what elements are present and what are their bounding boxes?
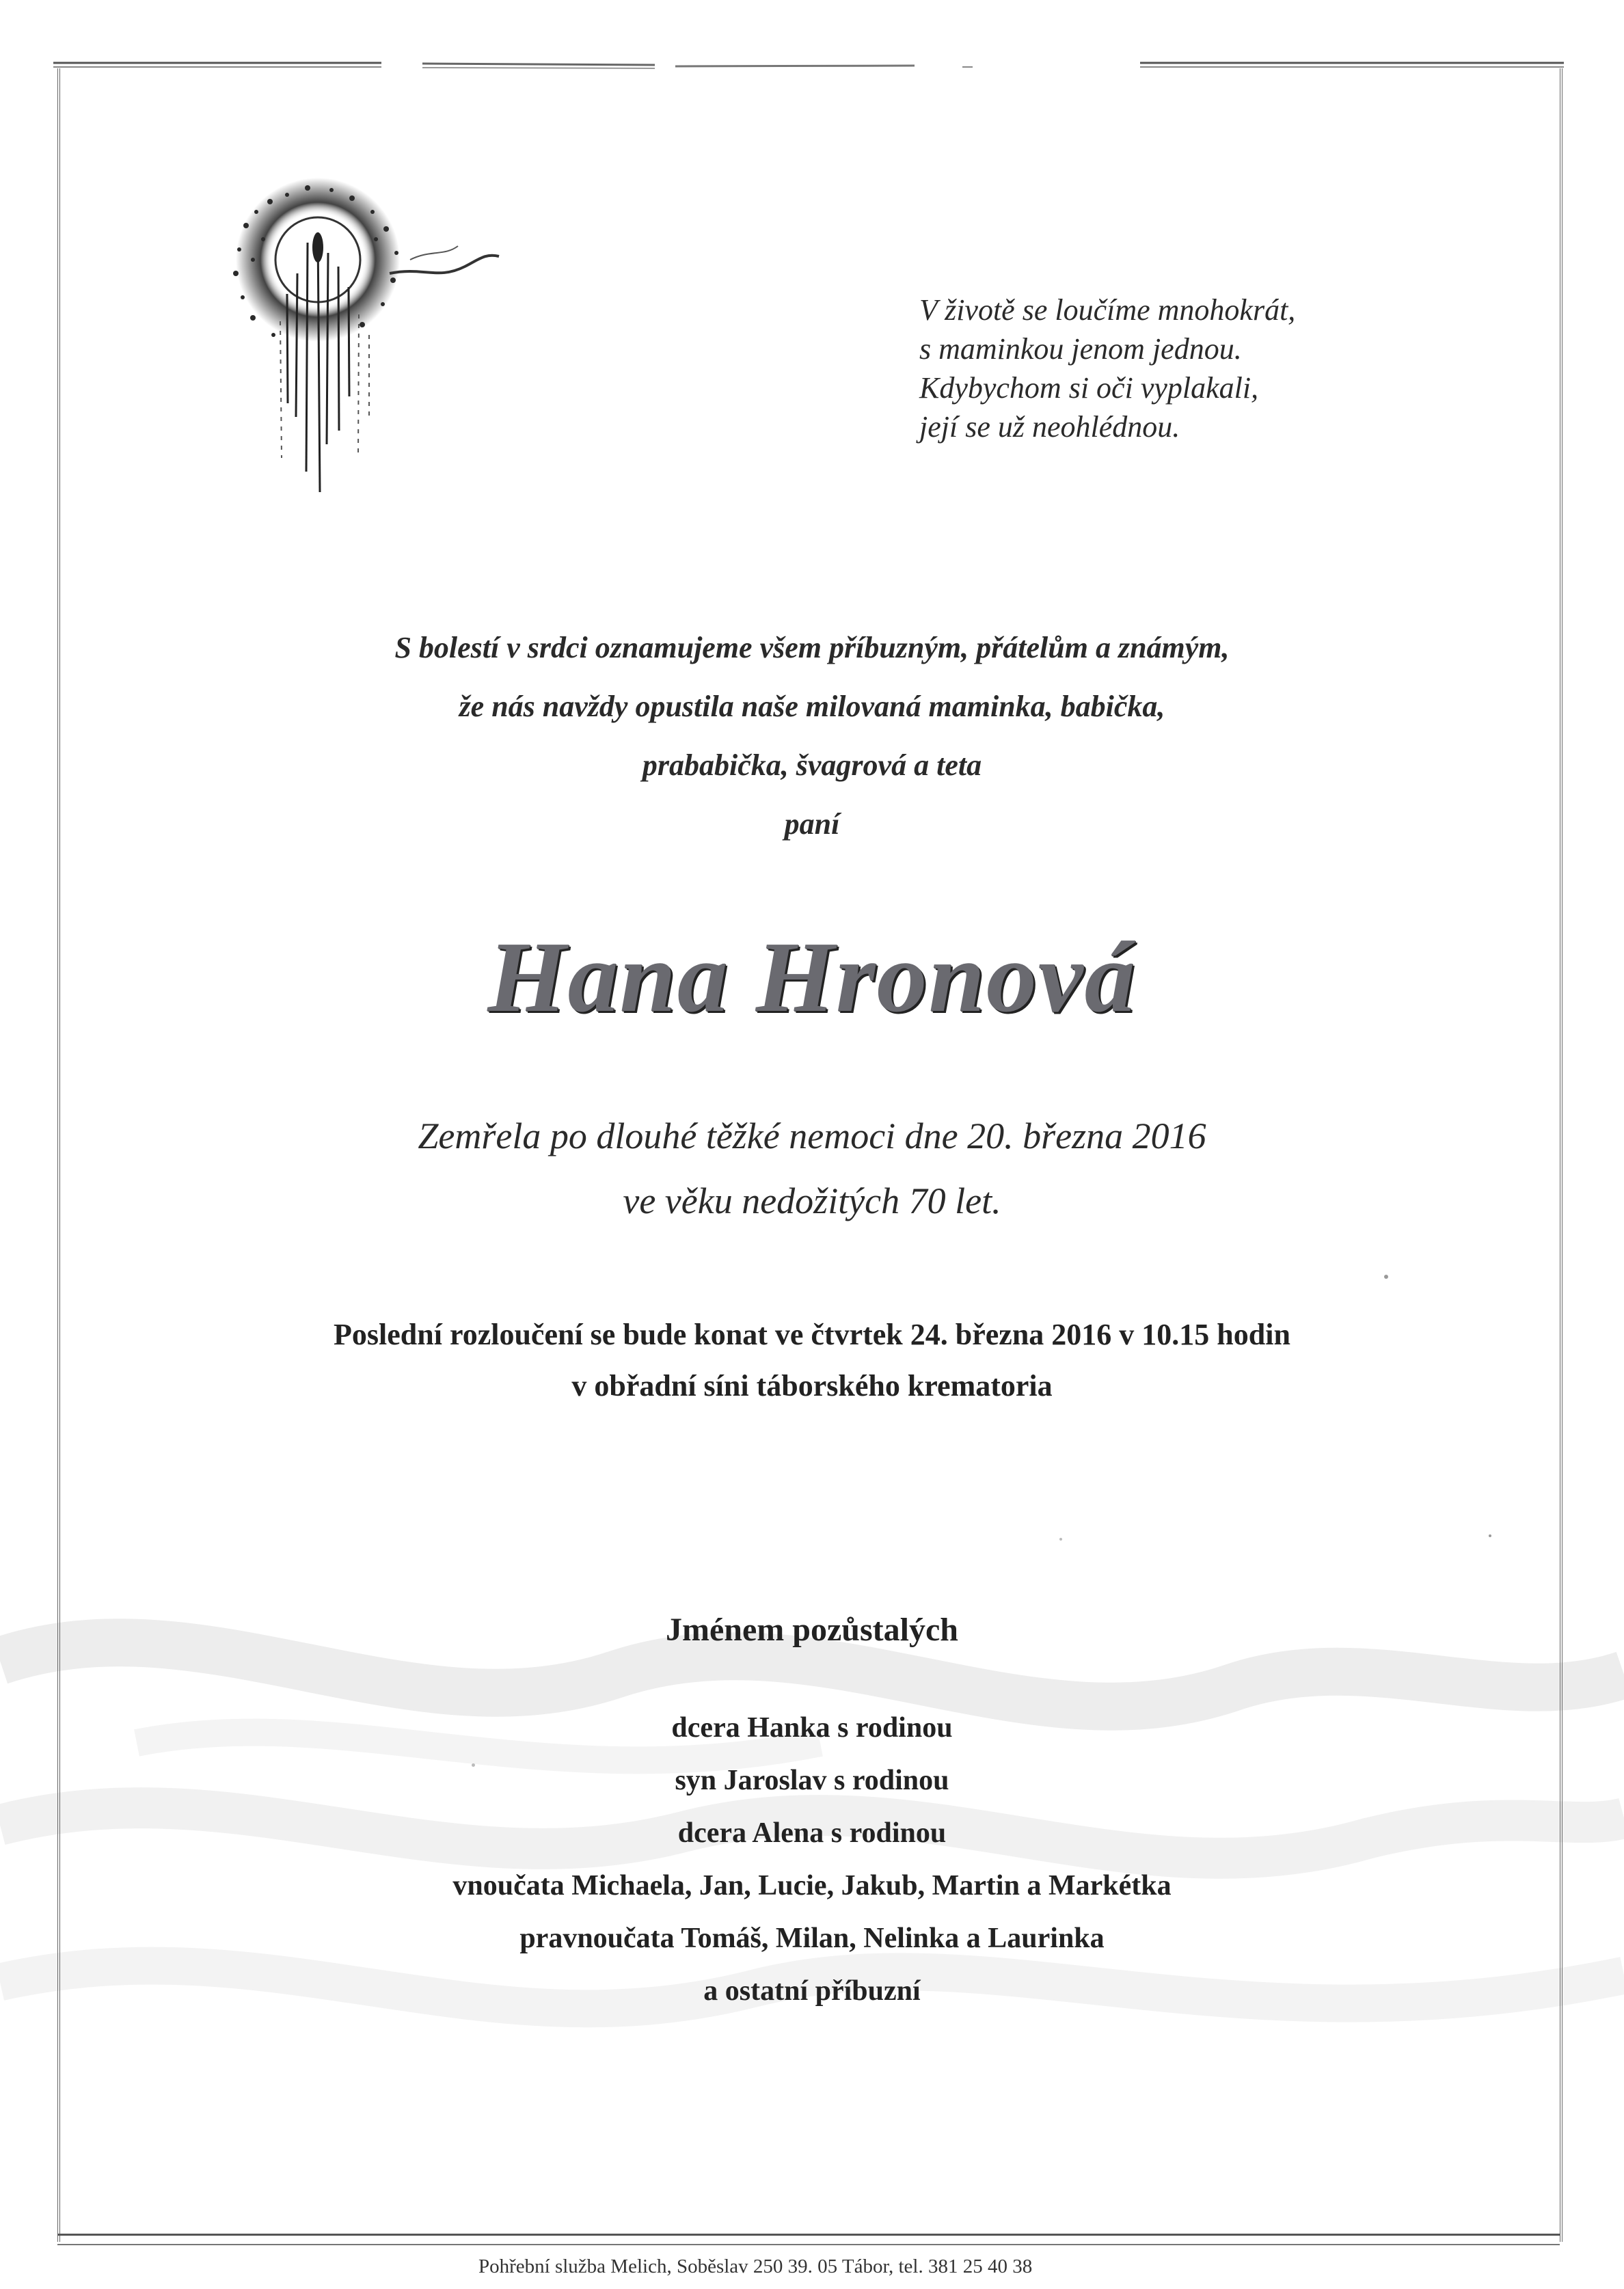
announcement-line: S bolestí v srdci oznamujeme všem příbuzným, přátelům a známým, (394, 631, 1230, 664)
announcement-line: prababička, švagrová a teta (642, 748, 982, 782)
announcement (109, 619, 1515, 854)
motto-line: V životě se loučíme mnohokrát, (919, 293, 1296, 327)
announcement-line: paní (784, 807, 840, 841)
funeral-info (109, 1309, 1515, 1411)
death-info (109, 1104, 1515, 1234)
funeral-info-line: v obřadní síni táborského krematoria (571, 1369, 1053, 1403)
scan-speck (1489, 1534, 1491, 1537)
survivor-line: dcera Hanka s rodinou (671, 1712, 953, 1744)
right-border (1553, 68, 1562, 2242)
scan-speck (472, 1763, 475, 1767)
survivor-line: vnoučata Michaela, Jan, Lucie, Jakub, Martin a Markétka (452, 1870, 1172, 1901)
deceased-name: Hana Hronová (487, 921, 1137, 1033)
death-info-line: ve věku nedožitých 70 let. (623, 1180, 1001, 1221)
survivor-line: dcera Alena s rodinou (677, 1817, 947, 1849)
survivors-list (109, 1702, 1515, 2018)
announcement-line: že nás navždy opustila naše milovaná maminka, babička, (459, 690, 1165, 723)
scan-speck (1059, 1538, 1062, 1541)
survivor-line: pravnoučata Tomáš, Milan, Nelinka a Laurinka (519, 1923, 1105, 1954)
scan-speck (1384, 1275, 1388, 1279)
top-border (53, 59, 1564, 72)
funeral-info-line: Poslední rozloučení se bude konat ve čtvrtek 24. března 2016 v 10.15 hodin (334, 1318, 1290, 1351)
motto-line: s maminkou jenom jednou. (919, 332, 1242, 366)
survivor-line: a ostatní příbuzní (703, 1975, 921, 2007)
death-info-line: Zemřela po dlouhé těžké nemoci dne 20. března 2016 (418, 1115, 1206, 1156)
motto-verse (919, 290, 1398, 446)
funeral-service-footer: Pohřební služba Melich, Soběslav 250 39. 05 Tábor, tel. 381 25 40 38 (478, 2256, 1033, 2277)
bottom-border (57, 2234, 1560, 2245)
motto-line: Kdybychom si oči vyplakali, (919, 371, 1259, 405)
left-border (57, 68, 67, 2242)
survivor-line: syn Jaroslav s rodinou (675, 1765, 949, 1796)
survivors-heading: Jménem pozůstalých (666, 1612, 958, 1648)
motto-line: její se už neohlédnou. (919, 410, 1180, 444)
moon-reeds-ornament-icon (205, 171, 506, 526)
